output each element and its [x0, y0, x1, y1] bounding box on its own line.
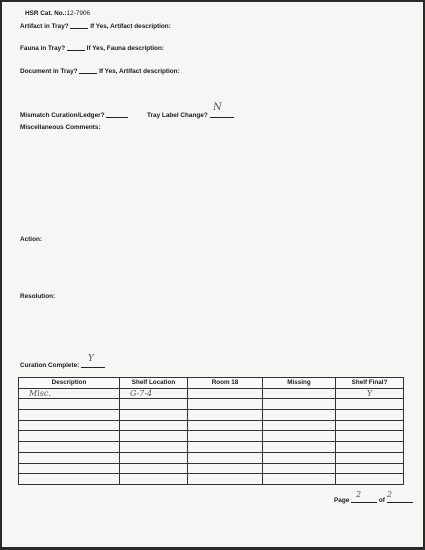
cell-missing[interactable]: [263, 410, 336, 421]
page-total-handwritten: 2: [387, 490, 393, 499]
action-label: Action:: [20, 236, 43, 243]
cell-missing[interactable]: [263, 399, 336, 410]
curation-complete-handwritten-value: Y: [88, 354, 94, 364]
page-current-handwritten: 2: [356, 490, 362, 499]
cell-room-18[interactable]: [188, 452, 263, 463]
cell-room-18[interactable]: [188, 388, 263, 399]
cell-description[interactable]: [19, 452, 120, 463]
table-row: [19, 410, 404, 421]
fauna-desc-label: If Yes, Fauna description:: [86, 45, 164, 52]
cell-shelf-location[interactable]: [120, 442, 188, 453]
document-row: [20, 66, 180, 75]
cell-shelf-location[interactable]: [120, 452, 188, 463]
cell-shelf-location[interactable]: [120, 474, 188, 485]
cell-shelf-location[interactable]: [120, 399, 188, 410]
cell-shelf-final[interactable]: [336, 388, 404, 399]
mismatch-row: [20, 110, 128, 119]
scan-edge-left: [0, 0, 2, 550]
page-label: Page: [334, 497, 350, 504]
header-shelf-location: Shelf Location: [120, 378, 188, 389]
cell-shelf-final[interactable]: [336, 474, 404, 485]
cell-shelf-final[interactable]: [336, 463, 404, 474]
cell-room-18[interactable]: [188, 431, 263, 442]
cell-room-18[interactable]: [188, 399, 263, 410]
curation-table: [18, 377, 404, 485]
cell-missing[interactable]: [263, 474, 336, 485]
document-answer-field[interactable]: [79, 66, 97, 74]
cell-missing[interactable]: [263, 442, 336, 453]
table-row: [19, 463, 404, 474]
cell-description[interactable]: [19, 431, 120, 442]
fauna-answer-field[interactable]: [67, 43, 85, 51]
table-row: [19, 388, 404, 399]
cell-description-value: Misc.: [29, 388, 51, 398]
artifact-desc-label: If Yes, Artifact description:: [90, 23, 171, 30]
cell-shelf-location-value: G-7-4: [130, 388, 153, 398]
cell-shelf-final[interactable]: [336, 420, 404, 431]
cell-description[interactable]: [19, 410, 120, 421]
page-current-field[interactable]: [351, 495, 377, 503]
cell-description[interactable]: [19, 399, 120, 410]
curation-complete-label: Curation Complete:: [20, 362, 80, 369]
resolution-label: Resolution:: [20, 293, 56, 300]
cell-shelf-location[interactable]: [120, 431, 188, 442]
cell-missing[interactable]: [263, 452, 336, 463]
cell-shelf-final[interactable]: [336, 410, 404, 421]
cell-missing[interactable]: [263, 388, 336, 399]
catalog-value: 12-7906: [66, 10, 91, 17]
misc-comments-label: Miscellaneous Comments:: [20, 124, 101, 131]
cell-description[interactable]: [19, 442, 120, 453]
tray-label-label: Tray Label Change?: [147, 112, 208, 119]
cell-shelf-location[interactable]: [120, 410, 188, 421]
header-missing: Missing: [263, 378, 336, 389]
catalog-label: HSR Cat. No.:: [25, 10, 67, 17]
cell-shelf-location[interactable]: [120, 463, 188, 474]
cell-room-18[interactable]: [188, 474, 263, 485]
cell-missing[interactable]: [263, 420, 336, 431]
table-row: [19, 442, 404, 453]
tray-label-handwritten-value: N: [213, 102, 222, 113]
fauna-row: [20, 43, 164, 52]
cell-shelf-final[interactable]: [336, 452, 404, 463]
table-row: [19, 474, 404, 485]
cell-missing[interactable]: [263, 463, 336, 474]
table-row: [19, 399, 404, 410]
catalog-number: [25, 10, 90, 17]
header-shelf-final: Shelf Final?: [336, 378, 404, 389]
artifact-answer-field[interactable]: [70, 21, 88, 29]
table-row: [19, 452, 404, 463]
mismatch-answer-field[interactable]: [106, 110, 128, 118]
cell-shelf-location[interactable]: [120, 388, 188, 399]
cell-room-18[interactable]: [188, 463, 263, 474]
header-room-18: Room 18: [188, 378, 263, 389]
cell-shelf-final[interactable]: [336, 431, 404, 442]
cell-shelf-location[interactable]: [120, 420, 188, 431]
cell-description[interactable]: [19, 420, 120, 431]
header-description: Description: [19, 378, 120, 389]
fauna-question: Fauna in Tray?: [20, 45, 66, 52]
cell-room-18[interactable]: [188, 420, 263, 431]
scan-edge-top: [0, 0, 425, 2]
document-question: Document in Tray?: [20, 68, 78, 75]
document-desc-label: If Yes, Artifact description:: [99, 68, 180, 75]
page-of-label: of: [378, 497, 385, 504]
page-indicator: [334, 495, 413, 504]
cell-description[interactable]: [19, 474, 120, 485]
cell-shelf-final-value: Y: [366, 388, 373, 398]
table-header-row: [19, 378, 404, 389]
cell-description[interactable]: [19, 463, 120, 474]
cell-description[interactable]: [19, 388, 120, 399]
table-row: [19, 420, 404, 431]
cell-shelf-final[interactable]: [336, 442, 404, 453]
cell-missing[interactable]: [263, 431, 336, 442]
table-row: [19, 431, 404, 442]
artifact-row: [20, 21, 171, 30]
cell-shelf-final[interactable]: [336, 399, 404, 410]
cell-room-18[interactable]: [188, 410, 263, 421]
mismatch-label: Mismatch Curation/Ledger?: [20, 112, 105, 119]
cell-room-18[interactable]: [188, 442, 263, 453]
artifact-question: Artifact in Tray?: [20, 23, 69, 30]
